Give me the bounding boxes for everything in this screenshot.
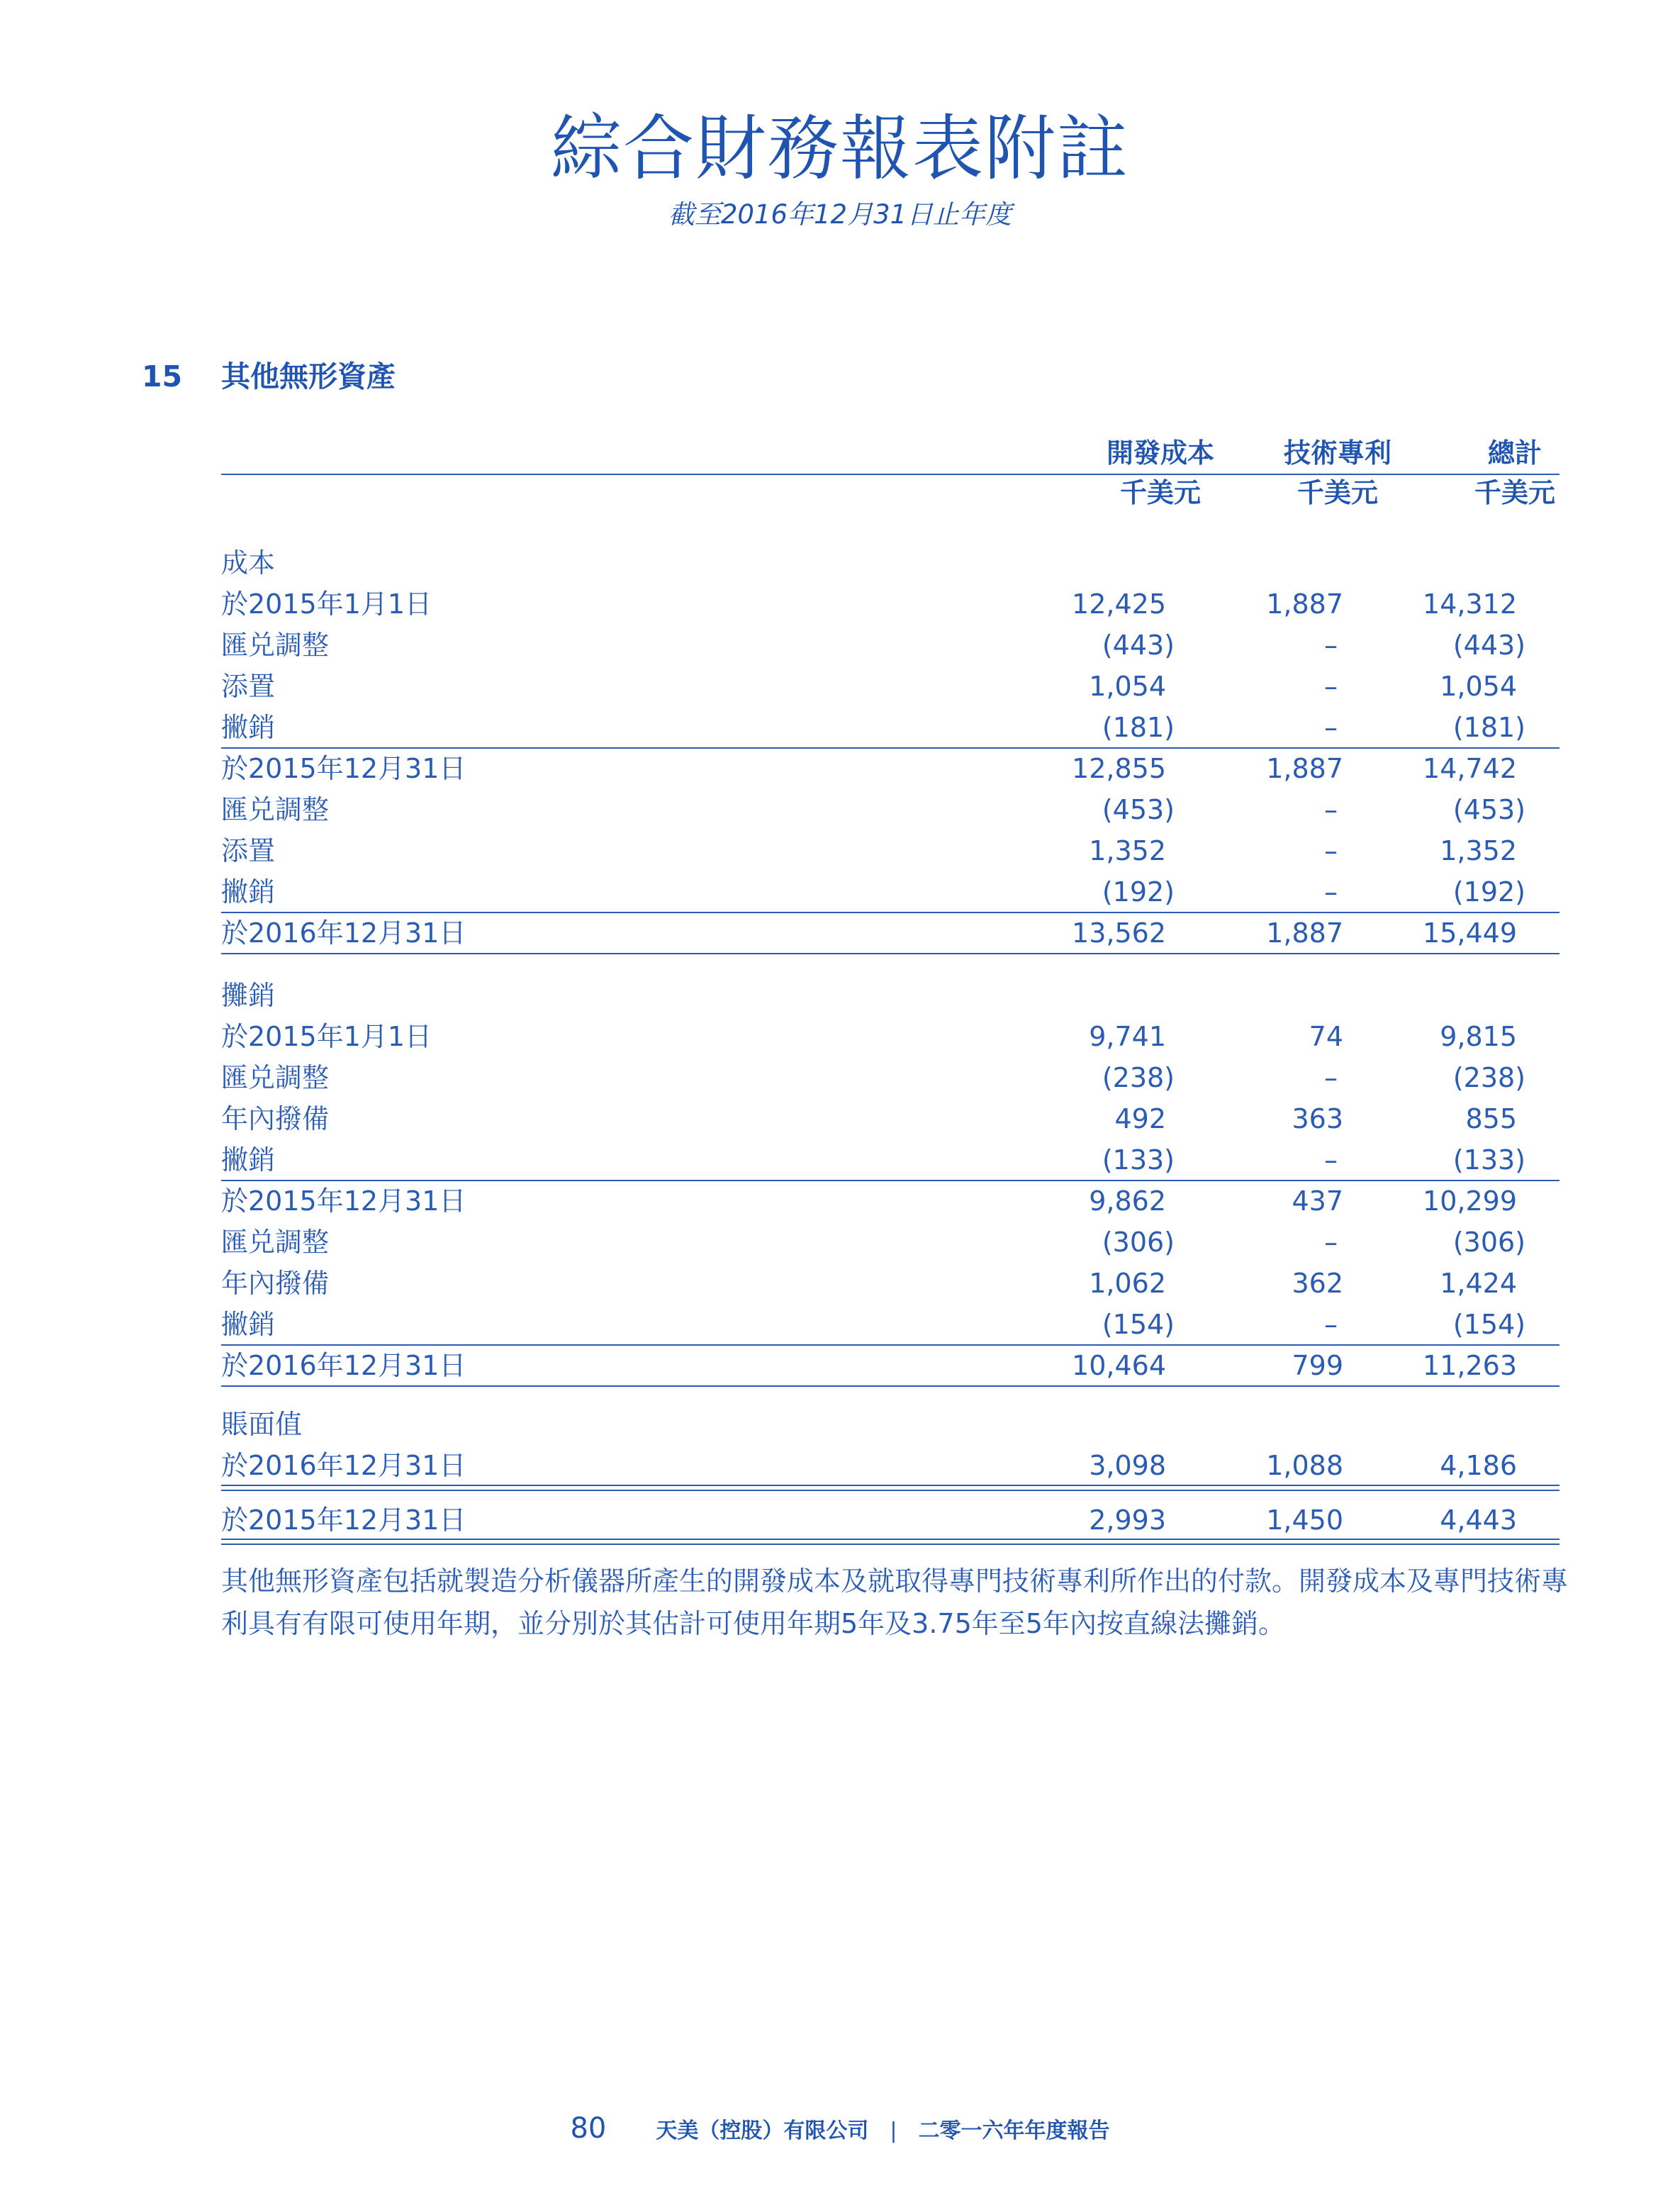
cell-value: 1,424 bbox=[1440, 1268, 1517, 1299]
cell-value: 855 bbox=[1465, 1103, 1517, 1134]
column-unit-total: 千美元 bbox=[1474, 477, 1555, 508]
row-label: 於2015年1月1日 bbox=[221, 1021, 432, 1052]
table-row bbox=[221, 1404, 1559, 1445]
table-row bbox=[221, 1098, 1559, 1139]
table-row bbox=[221, 1345, 1559, 1386]
cell-value: – bbox=[1324, 1227, 1338, 1258]
cell-value: 74 bbox=[1309, 1021, 1343, 1052]
row-label: 於2015年1月1日 bbox=[221, 588, 432, 620]
table-row bbox=[221, 584, 1559, 625]
cell-value: – bbox=[1324, 835, 1338, 866]
table-row bbox=[221, 912, 1559, 954]
cell-value: 3,098 bbox=[1089, 1450, 1166, 1481]
table-rule bbox=[221, 953, 1559, 954]
table-row bbox=[221, 1500, 1559, 1541]
cell-value: (443) bbox=[1102, 630, 1175, 661]
cell-value: 10,299 bbox=[1423, 1185, 1517, 1217]
cell-value: 12,855 bbox=[1072, 753, 1166, 784]
row-label: 撇銷 bbox=[221, 876, 276, 908]
cell-value: (133) bbox=[1452, 1144, 1525, 1176]
cell-value: 9,862 bbox=[1089, 1185, 1166, 1217]
section-heading bbox=[142, 358, 396, 395]
cell-value: 437 bbox=[1292, 1185, 1343, 1217]
column-header-total: 總計 bbox=[1487, 437, 1542, 469]
cell-value: (453) bbox=[1452, 794, 1525, 825]
cell-value: – bbox=[1324, 712, 1338, 743]
row-label: 添置 bbox=[221, 671, 276, 702]
cell-value: 1,062 bbox=[1089, 1268, 1166, 1299]
row-label: 撇銷 bbox=[221, 1309, 276, 1340]
cell-value: (133) bbox=[1102, 1144, 1175, 1176]
row-label: 於2016年12月31日 bbox=[221, 917, 466, 949]
cell-value: (154) bbox=[1102, 1309, 1175, 1340]
table-rule bbox=[221, 1344, 1559, 1346]
cell-value: – bbox=[1324, 671, 1338, 702]
table-row bbox=[221, 975, 1559, 1016]
row-label: 撇銷 bbox=[221, 712, 276, 743]
row-label: 於2015年12月31日 bbox=[221, 1505, 466, 1536]
cell-value: (192) bbox=[1452, 876, 1525, 908]
cell-value: (154) bbox=[1452, 1309, 1525, 1340]
table-row bbox=[221, 830, 1559, 871]
cell-value: 1,887 bbox=[1266, 588, 1343, 620]
cell-value: 10,464 bbox=[1072, 1350, 1166, 1381]
company-name: 天美（控股）有限公司 bbox=[656, 2119, 869, 2143]
cell-value: – bbox=[1324, 1062, 1338, 1093]
row-label: 於2015年12月31日 bbox=[221, 1185, 466, 1217]
table-row bbox=[221, 1057, 1559, 1098]
table-row bbox=[221, 789, 1559, 830]
cell-value: 1,352 bbox=[1089, 835, 1166, 866]
cell-value: 4,443 bbox=[1440, 1505, 1517, 1536]
cell-value: 11,263 bbox=[1423, 1350, 1517, 1381]
row-label: 賬面值 bbox=[221, 1409, 303, 1440]
cell-value: 13,562 bbox=[1072, 917, 1166, 949]
cell-value: – bbox=[1324, 876, 1338, 908]
cell-value: (192) bbox=[1102, 876, 1175, 908]
table-row bbox=[221, 1304, 1559, 1345]
table-row bbox=[221, 666, 1559, 707]
column-unit-development-cost: 千美元 bbox=[1119, 477, 1201, 508]
row-label: 匯兑調整 bbox=[221, 1062, 330, 1093]
table-row bbox=[221, 625, 1559, 666]
cell-value: (238) bbox=[1102, 1062, 1175, 1093]
cell-value: 4,186 bbox=[1440, 1450, 1517, 1481]
table-row bbox=[221, 1222, 1559, 1263]
cell-value: – bbox=[1324, 794, 1338, 825]
table-row bbox=[221, 1016, 1559, 1057]
table-rule bbox=[221, 1385, 1559, 1387]
cell-value: (453) bbox=[1102, 794, 1175, 825]
row-label: 添置 bbox=[221, 835, 276, 866]
row-label: 年內撥備 bbox=[221, 1103, 330, 1134]
cell-value: (238) bbox=[1452, 1062, 1525, 1093]
cell-value: (181) bbox=[1102, 712, 1175, 743]
row-label: 匯兑調整 bbox=[221, 630, 330, 661]
table-rule bbox=[221, 912, 1559, 913]
row-label: 於2015年12月31日 bbox=[221, 753, 466, 784]
cell-value: 12,425 bbox=[1072, 588, 1166, 620]
footer-separator: | bbox=[890, 2119, 897, 2143]
double-rule bbox=[221, 1485, 1559, 1486]
cell-value: 9,741 bbox=[1089, 1021, 1166, 1052]
table-row bbox=[221, 542, 1559, 584]
page-footer bbox=[0, 2113, 1680, 2147]
cell-value: 1,450 bbox=[1266, 1505, 1343, 1536]
page-subtitle: 截至2016年12月31日止年度 bbox=[668, 199, 1012, 230]
report-name: 二零一六年年度報告 bbox=[918, 2119, 1110, 2143]
page-title: 綜合財務報表附註 bbox=[551, 107, 1129, 190]
column-unit-technical-patent: 千美元 bbox=[1297, 477, 1378, 508]
double-rule bbox=[221, 1539, 1559, 1540]
table-row bbox=[221, 1445, 1559, 1486]
cell-value: 1,352 bbox=[1440, 835, 1517, 866]
cell-value: 492 bbox=[1114, 1103, 1166, 1134]
row-label: 匯兑調整 bbox=[221, 794, 330, 825]
row-label: 於2016年12月31日 bbox=[221, 1350, 466, 1381]
cell-value: 1,054 bbox=[1440, 671, 1517, 702]
cell-value: 363 bbox=[1292, 1103, 1343, 1134]
table-rule bbox=[221, 747, 1559, 749]
cell-value: 799 bbox=[1292, 1350, 1343, 1381]
table-row bbox=[221, 748, 1559, 789]
table-row bbox=[221, 1139, 1559, 1180]
cell-value: (306) bbox=[1102, 1227, 1175, 1258]
cell-value: 1,054 bbox=[1089, 671, 1166, 702]
cell-value: 1,887 bbox=[1266, 917, 1343, 949]
column-header-technical-patent: 技術專利 bbox=[1283, 437, 1391, 469]
row-label: 攤銷 bbox=[221, 980, 276, 1011]
cell-value: – bbox=[1324, 630, 1338, 661]
cell-value: (443) bbox=[1452, 630, 1525, 661]
cell-value: (306) bbox=[1452, 1227, 1525, 1258]
row-label: 匯兑調整 bbox=[221, 1227, 330, 1258]
cell-value: 14,742 bbox=[1423, 753, 1517, 784]
table-row bbox=[221, 1180, 1559, 1222]
cell-value: 1,088 bbox=[1266, 1450, 1343, 1481]
row-label: 成本 bbox=[221, 547, 276, 579]
table-row bbox=[221, 871, 1559, 912]
cell-value: 14,312 bbox=[1423, 588, 1517, 620]
cell-value: 2,993 bbox=[1089, 1505, 1166, 1536]
table-rule bbox=[221, 1180, 1559, 1181]
cell-value: 1,887 bbox=[1266, 753, 1343, 784]
table-row bbox=[221, 707, 1559, 748]
cell-value: 15,449 bbox=[1423, 917, 1517, 949]
column-header-development-cost: 開發成本 bbox=[1106, 437, 1214, 469]
cell-value: (181) bbox=[1452, 712, 1525, 743]
table-row bbox=[221, 1263, 1559, 1304]
cell-value: – bbox=[1324, 1144, 1338, 1176]
cell-value: 362 bbox=[1292, 1268, 1343, 1299]
row-label: 撇銷 bbox=[221, 1144, 276, 1176]
cell-value: 9,815 bbox=[1440, 1021, 1517, 1052]
row-label: 年內撥備 bbox=[221, 1268, 330, 1299]
page-number: 80 bbox=[570, 2112, 607, 2145]
cell-value: – bbox=[1324, 1309, 1338, 1340]
footnote-text: 其他無形資產包括就製造分析儀器所產生的開發成本及就取得專門技術專利所作出的付款。開發成本及專門技術專利具有有限可使用年期，並分別於其估計可使用年期5年及3.75年至5年內按直線法攤銷。 bbox=[221, 1565, 1569, 1639]
section-number: 15 bbox=[142, 359, 183, 393]
row-label: 於2016年12月31日 bbox=[221, 1450, 466, 1481]
section-title: 其他無形資產 bbox=[221, 359, 396, 393]
